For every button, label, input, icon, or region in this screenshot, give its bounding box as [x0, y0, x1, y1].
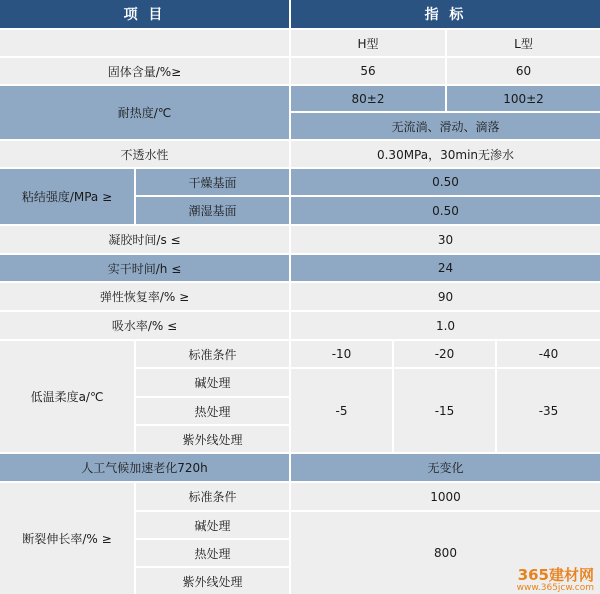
type-h: H型	[291, 30, 445, 56]
heat-resistance-h: 80±2	[291, 86, 445, 111]
elongation-treated-value: 800	[291, 512, 600, 594]
gel-time-value: 30	[291, 226, 600, 253]
bond-dry-value: 0.50	[291, 169, 600, 195]
solid-content-label: 固体含量/%≥	[0, 58, 289, 84]
low-temp-treated-value: -15	[394, 369, 495, 452]
low-temp-treated-value: -5	[291, 369, 392, 452]
heat-resistance-note: 无流淌、滑动、滴落	[291, 113, 600, 139]
low-temp-standard-label: 标准条件	[136, 341, 289, 367]
impermeability-value: 0.30MPa，30min无渗水	[291, 141, 600, 167]
type-l: L型	[447, 30, 600, 56]
low-temp-uv-label: 紫外线处理	[136, 426, 289, 452]
low-temp-heat-label: 热处理	[136, 398, 289, 424]
gel-time-label: 凝胶时间/s ≤	[0, 226, 289, 253]
low-temp-standard-value: -10	[291, 341, 392, 367]
watermark	[500, 568, 594, 594]
low-temp-standard-value: -40	[497, 341, 600, 367]
solid-content-h: 56	[291, 58, 445, 84]
watermark-url: www.365jcw.com	[516, 583, 594, 593]
elongation-uv-label: 紫外线处理	[136, 568, 289, 594]
bond-wet-label: 潮湿基面	[136, 197, 289, 224]
types-blank-cell	[0, 30, 289, 56]
elongation-heat-label: 热处理	[136, 540, 289, 566]
dry-time-label: 实干时间/h ≤	[0, 255, 289, 281]
water-absorption-label: 吸水率/% ≤	[0, 312, 289, 339]
elastic-recovery-value: 90	[291, 283, 600, 310]
elongation-alkali-label: 碱处理	[136, 512, 289, 538]
dry-time-value: 24	[291, 255, 600, 281]
bond-dry-label: 干燥基面	[136, 169, 289, 195]
watermark-logo: 365建材网	[517, 566, 594, 584]
header-index: 指 标	[291, 0, 600, 28]
low-temp-alkali-label: 碱处理	[136, 369, 289, 396]
aging-label: 人工气候加速老化720h	[0, 454, 289, 481]
low-temp-label: 低温柔度a/℃	[0, 341, 134, 452]
low-temp-standard-value: -20	[394, 341, 495, 367]
elastic-recovery-label: 弹性恢复率/% ≥	[0, 283, 289, 310]
elongation-standard-value: 1000	[291, 483, 600, 510]
heat-resistance-label: 耐热度/℃	[0, 86, 289, 139]
heat-resistance-l: 100±2	[447, 86, 600, 111]
header-item: 项 目	[0, 0, 289, 28]
solid-content-l: 60	[447, 58, 600, 84]
aging-value: 无变化	[291, 454, 600, 481]
elongation-standard-label: 标准条件	[136, 483, 289, 510]
water-absorption-value: 1.0	[291, 312, 600, 339]
bond-strength-label: 粘结强度/MPa ≥	[0, 169, 134, 224]
impermeability-label: 不透水性	[0, 141, 289, 167]
low-temp-treated-value: -35	[497, 369, 600, 452]
bond-wet-value: 0.50	[291, 197, 600, 224]
elongation-label: 断裂伸长率/% ≥	[0, 483, 134, 594]
